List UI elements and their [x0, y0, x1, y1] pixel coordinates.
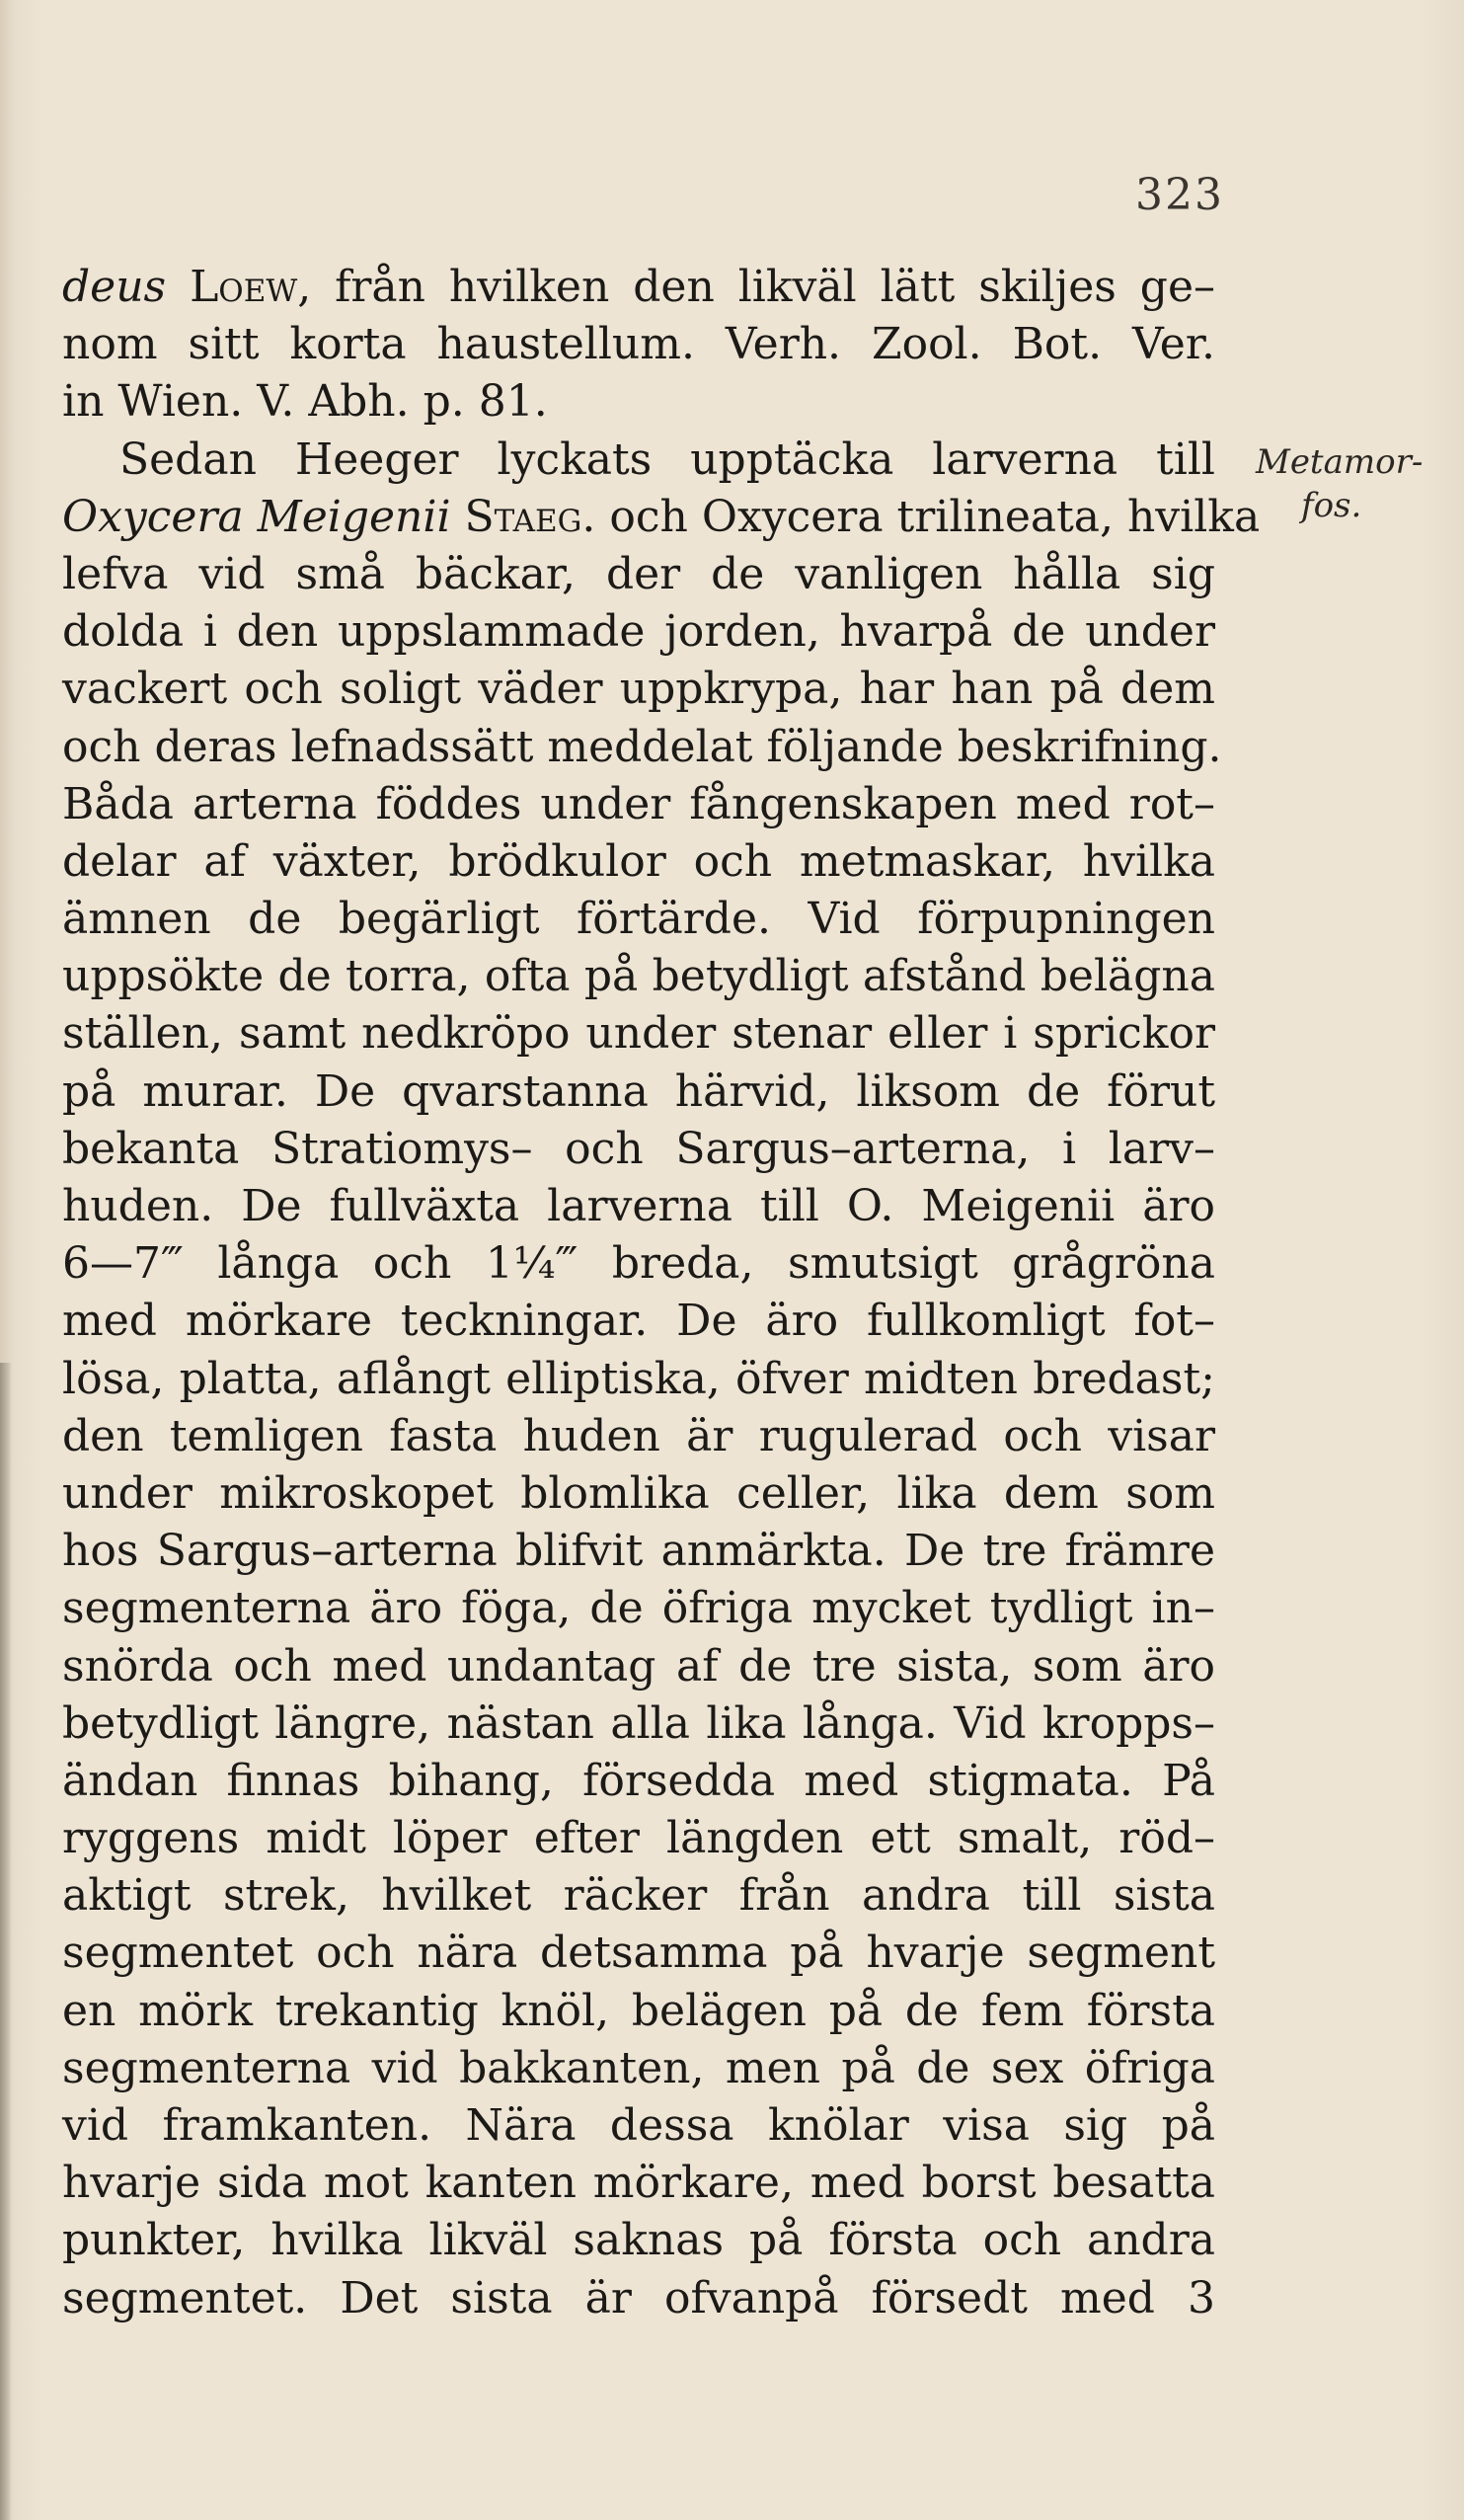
text-line: [62, 1638, 1215, 1695]
line-text: segmentet. Det sista är ofvanpå försedt med 3: [62, 2272, 1215, 2323]
line-text: på murar. De qvarstanna härvid, liksom de förut: [62, 1065, 1215, 1117]
line-text: snörda och med undantag af de tre sista, som äro: [62, 1640, 1215, 1692]
text-line: [62, 2097, 1215, 2155]
italic-name: deus: [62, 262, 167, 312]
text-line: [62, 1178, 1215, 1235]
line-text: hvarje sida mot kanten mörkare, med borst besatta: [62, 2158, 1215, 2209]
line-text: ändan finnas bihang, försedda med stigmata. På: [62, 1755, 1215, 1806]
line-text: vid framkanten. Nära dessa knölar visa sig på: [62, 2100, 1215, 2151]
text-line: [62, 1867, 1215, 1925]
text-line: [62, 432, 1215, 489]
text-line: [62, 1580, 1215, 1637]
text-line: [62, 833, 1215, 891]
text-line: [62, 1293, 1215, 1350]
text-line: [62, 1810, 1215, 1867]
line-text: segmentet och nära detsamma på hvarje segment: [62, 1928, 1215, 1979]
line-text: , från hvilken den likväl lätt skiljes ge–: [297, 262, 1215, 312]
text-line: [62, 1408, 1215, 1465]
text-line: [62, 948, 1215, 1005]
line-text: punkter, hvilka likväl saknas på första och andra: [62, 2215, 1215, 2266]
text-line: [62, 1351, 1215, 1408]
line-text: hos Sargus–arterna blifvit anmärkta. De tre främre: [62, 1526, 1215, 1577]
text-line: [62, 2270, 1215, 2327]
text-line: [62, 1235, 1215, 1293]
spine-shadow: [0, 1363, 12, 2520]
text-line: [62, 2155, 1215, 2212]
author-name: Loew: [190, 262, 298, 312]
line-text: Sedan Heeger lyckats upptäcka larverna till: [119, 433, 1215, 485]
line-text: vackert och soligt väder uppkrypa, har han på dem: [62, 664, 1215, 715]
line-text: och deras lefnadssätt meddelat följande beskrifning.: [62, 721, 1222, 772]
species-name: Oxycera Meigenii: [62, 491, 451, 542]
line-text: dolda i den uppslammade jorden, hvarpå de under: [62, 606, 1215, 658]
marginal-note-line-1: Metamor-: [1256, 442, 1424, 482]
text-line: [62, 373, 1215, 431]
line-text: in Wien. V. Abh. p. 81.: [62, 376, 548, 428]
text-line: [62, 316, 1215, 373]
line-text: betydligt längre, nästan alla lika långa. Vid kropps–: [62, 1697, 1215, 1749]
text-line: [62, 1121, 1215, 1178]
line-text: med mörkare teckningar. De äro fullkomligt fot–: [62, 1296, 1215, 1347]
space: [166, 262, 190, 312]
marginal-note-line-2: fos.: [1301, 486, 1362, 525]
text-line: [62, 2212, 1215, 2269]
line-text: lefva vid små bäckar, der de vanligen hålla sig: [62, 548, 1215, 599]
author-name: Staeg.: [464, 491, 596, 542]
text-line: [62, 1465, 1215, 1523]
line-text: ämnen de begärligt förtärde. Vid förpupningen: [62, 894, 1215, 945]
space: [451, 492, 465, 542]
page-number: 323: [1135, 170, 1224, 220]
text-line: [62, 546, 1215, 603]
line-text: huden. De fullväxta larverna till O. Meigenii äro: [62, 1181, 1215, 1231]
body-text: [62, 259, 1261, 2327]
text-line: [62, 1005, 1215, 1063]
line-text: segmenterna vid bakkanten, men på de sex öfriga: [62, 2042, 1215, 2093]
text-line: [62, 719, 1222, 776]
line-text: och Oxycera trilineata, hvilka: [595, 491, 1261, 542]
line-text: nom sitt korta haustellum. Verh. Zool. Bot. Ver.: [62, 319, 1215, 370]
text-line: [62, 1695, 1215, 1753]
line-text: uppsökte de torra, ofta på betydligt afstånd belägna: [62, 951, 1215, 1002]
text-line: [62, 1523, 1215, 1580]
text-line: [62, 1063, 1215, 1121]
line-text: segmenterna äro föga, de öfriga mycket tydligt in–: [62, 1583, 1215, 1634]
text-line: [62, 1983, 1215, 2040]
text-line: [62, 1925, 1215, 1982]
line-text: delar af växter, brödkulor och metmaskar, hvilka: [62, 835, 1215, 887]
text-line: [62, 776, 1215, 833]
line-text: lösa, platta, aflångt elliptiska, öfver midten bredast;: [62, 1353, 1215, 1404]
text-line: [62, 2040, 1215, 2097]
text-line: [62, 891, 1215, 948]
line-text: ställen, samt nedkröpo under stenar eller i sprickor: [62, 1008, 1215, 1060]
text-line: [62, 1753, 1215, 1810]
text-line: [62, 489, 1261, 546]
text-line: [62, 661, 1215, 718]
line-text: ryggens midt löper efter längden ett smalt, röd–: [62, 1813, 1215, 1864]
line-text: Båda arterna föddes under fångenskapen med rot–: [62, 778, 1215, 829]
line-text: under mikroskopet blomlika celler, lika dem som: [62, 1467, 1215, 1519]
text-line: [62, 603, 1215, 661]
line-text: bekanta Stratiomys– och Sargus–arterna, i larv–: [62, 1123, 1215, 1174]
line-text: den temligen fasta huden är rugulerad och visar: [62, 1410, 1215, 1461]
line-text: en mörk trekantig knöl, belägen på de fem första: [62, 1985, 1215, 2036]
line-text: aktigt strek, hvilket räcker från andra till sista: [62, 1870, 1215, 1922]
text-line: [62, 259, 1215, 316]
line-text: 6—7‴ långa och 1¼‴ breda, smutsigt grågröna: [62, 1238, 1215, 1290]
